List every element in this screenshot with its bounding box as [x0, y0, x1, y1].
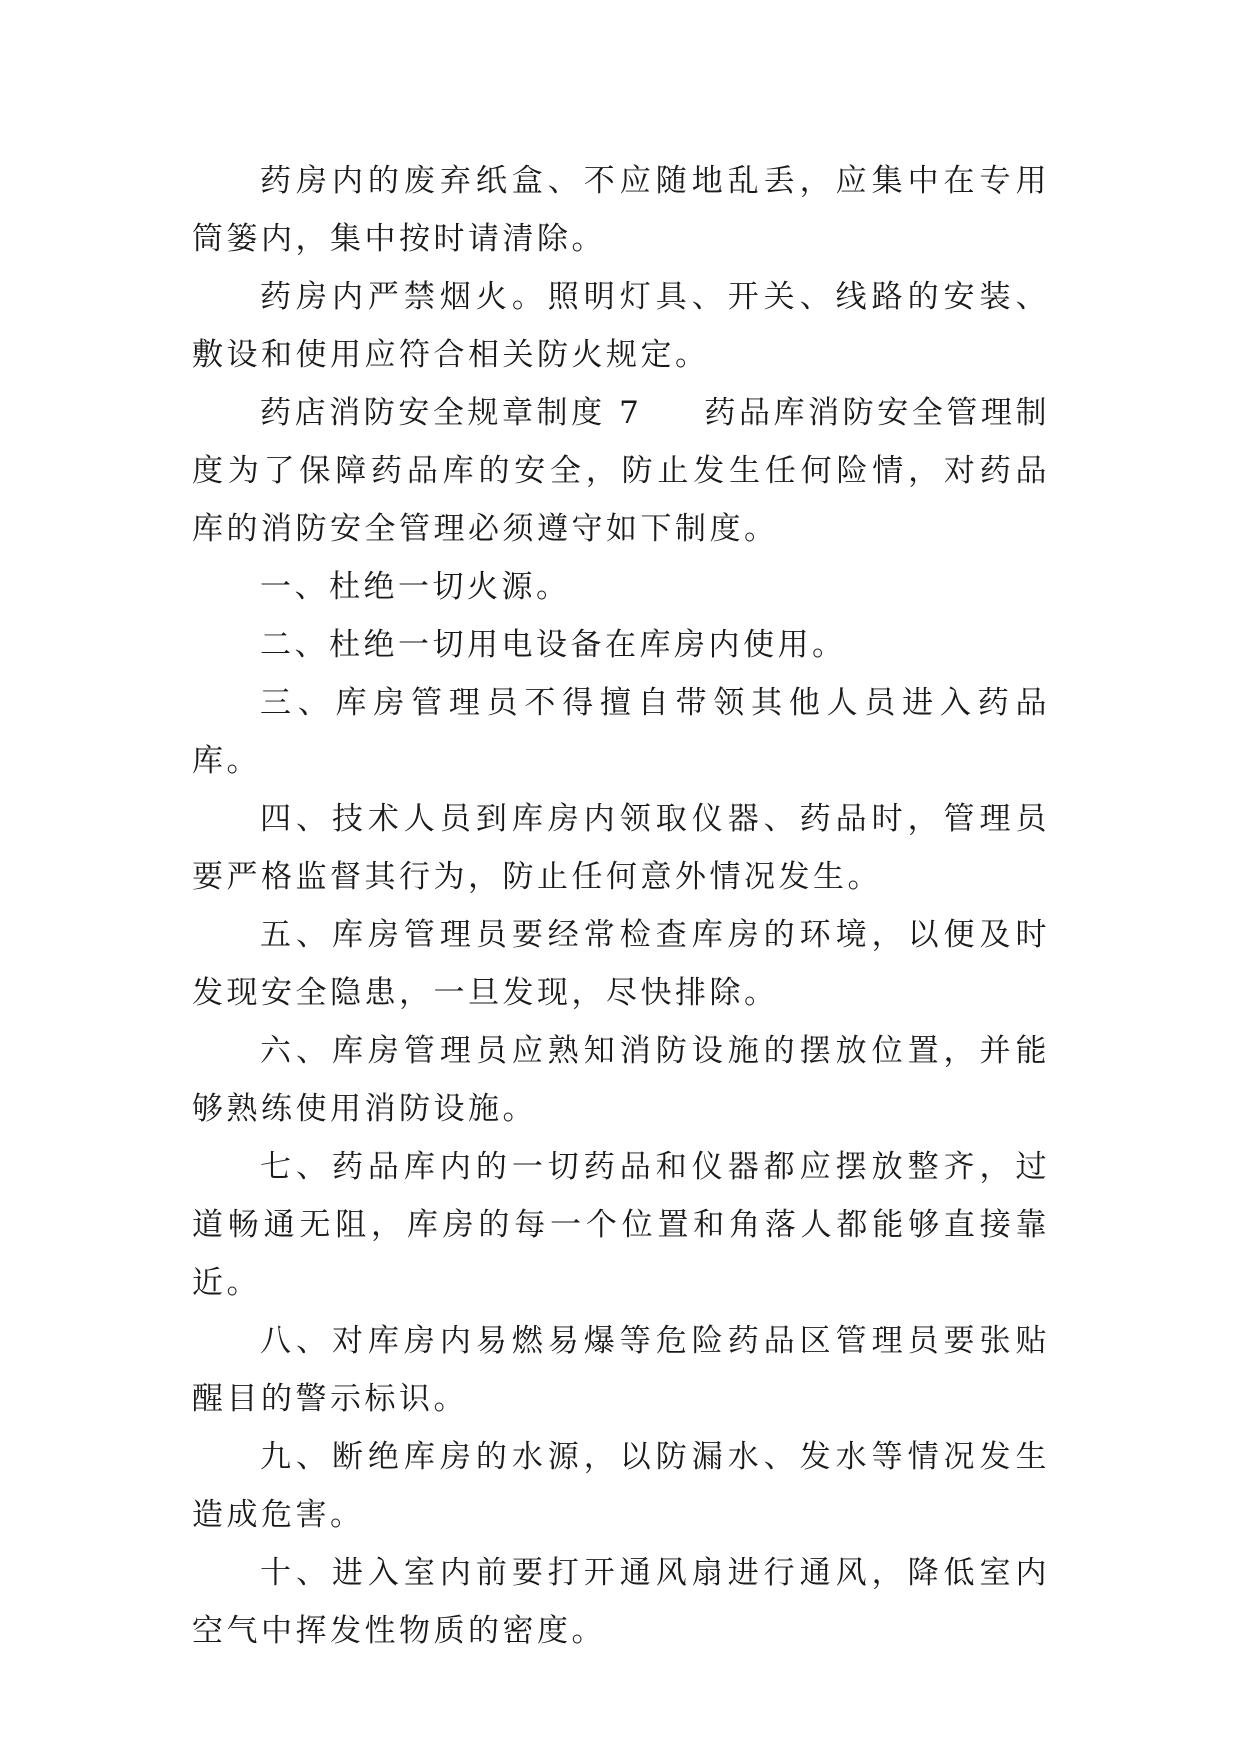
- rule-item: 二、杜绝一切用电设备在库房内使用。: [260, 627, 847, 663]
- paragraph-no-fire: 药房内严禁烟火。照明灯具、开关、线路的安装、敷设和使用应符合相关防火规定。: [192, 279, 1050, 373]
- rule-item: 十、进入室内前要打开通风扇进行通风，降低室内空气中挥发性物质的密度。: [192, 1555, 1050, 1649]
- section-title: 药店消防安全规章制度 7: [260, 395, 643, 431]
- rule-item: 六、库房管理员应熟知消防设施的摆放位置，并能够熟练使用消防设施。: [192, 1033, 1050, 1127]
- rule-item: 九、断绝库房的水源，以防漏水、发水等情况发生造成危害。: [192, 1439, 1050, 1533]
- section-intro: 为了保障药品库的安全，防止发生任何险情，对药品库的消防安全管理必须遵守如下制度。: [192, 453, 1051, 547]
- section-heading-paragraph: [192, 384, 1050, 558]
- rule-item: 四、技术人员到库房内领取仪器、药品时，管理员要严格监督其行为，防止任何意外情况发生。: [192, 801, 1050, 895]
- rule-item: 一、杜绝一切火源。: [260, 569, 571, 605]
- paragraph-waste-boxes: 药房内的废弃纸盒、不应随地乱丢，应集中在专用筒篓内，集中按时请清除。: [192, 163, 1050, 257]
- rule-item: 三、库房管理员不得擅自带领其他人员进入药品库。: [192, 685, 1050, 779]
- rule-item: 七、药品库内的一切药品和仪器都应摆放整齐，过道畅通无阻，库房的每一个位置和角落人都能够直接靠近。: [192, 1149, 1050, 1301]
- document-body: [192, 152, 1050, 1660]
- rule-item: 八、对库房内易燃易爆等危险药品区管理员要张贴醒目的警示标识。: [192, 1323, 1050, 1417]
- rule-item: 五、库房管理员要经常检查库房的环境，以便及时发现安全隐患，一旦发现，尽快排除。: [192, 917, 1050, 1011]
- section-subtitle: 药品库消防安全管理制度: [192, 395, 1051, 489]
